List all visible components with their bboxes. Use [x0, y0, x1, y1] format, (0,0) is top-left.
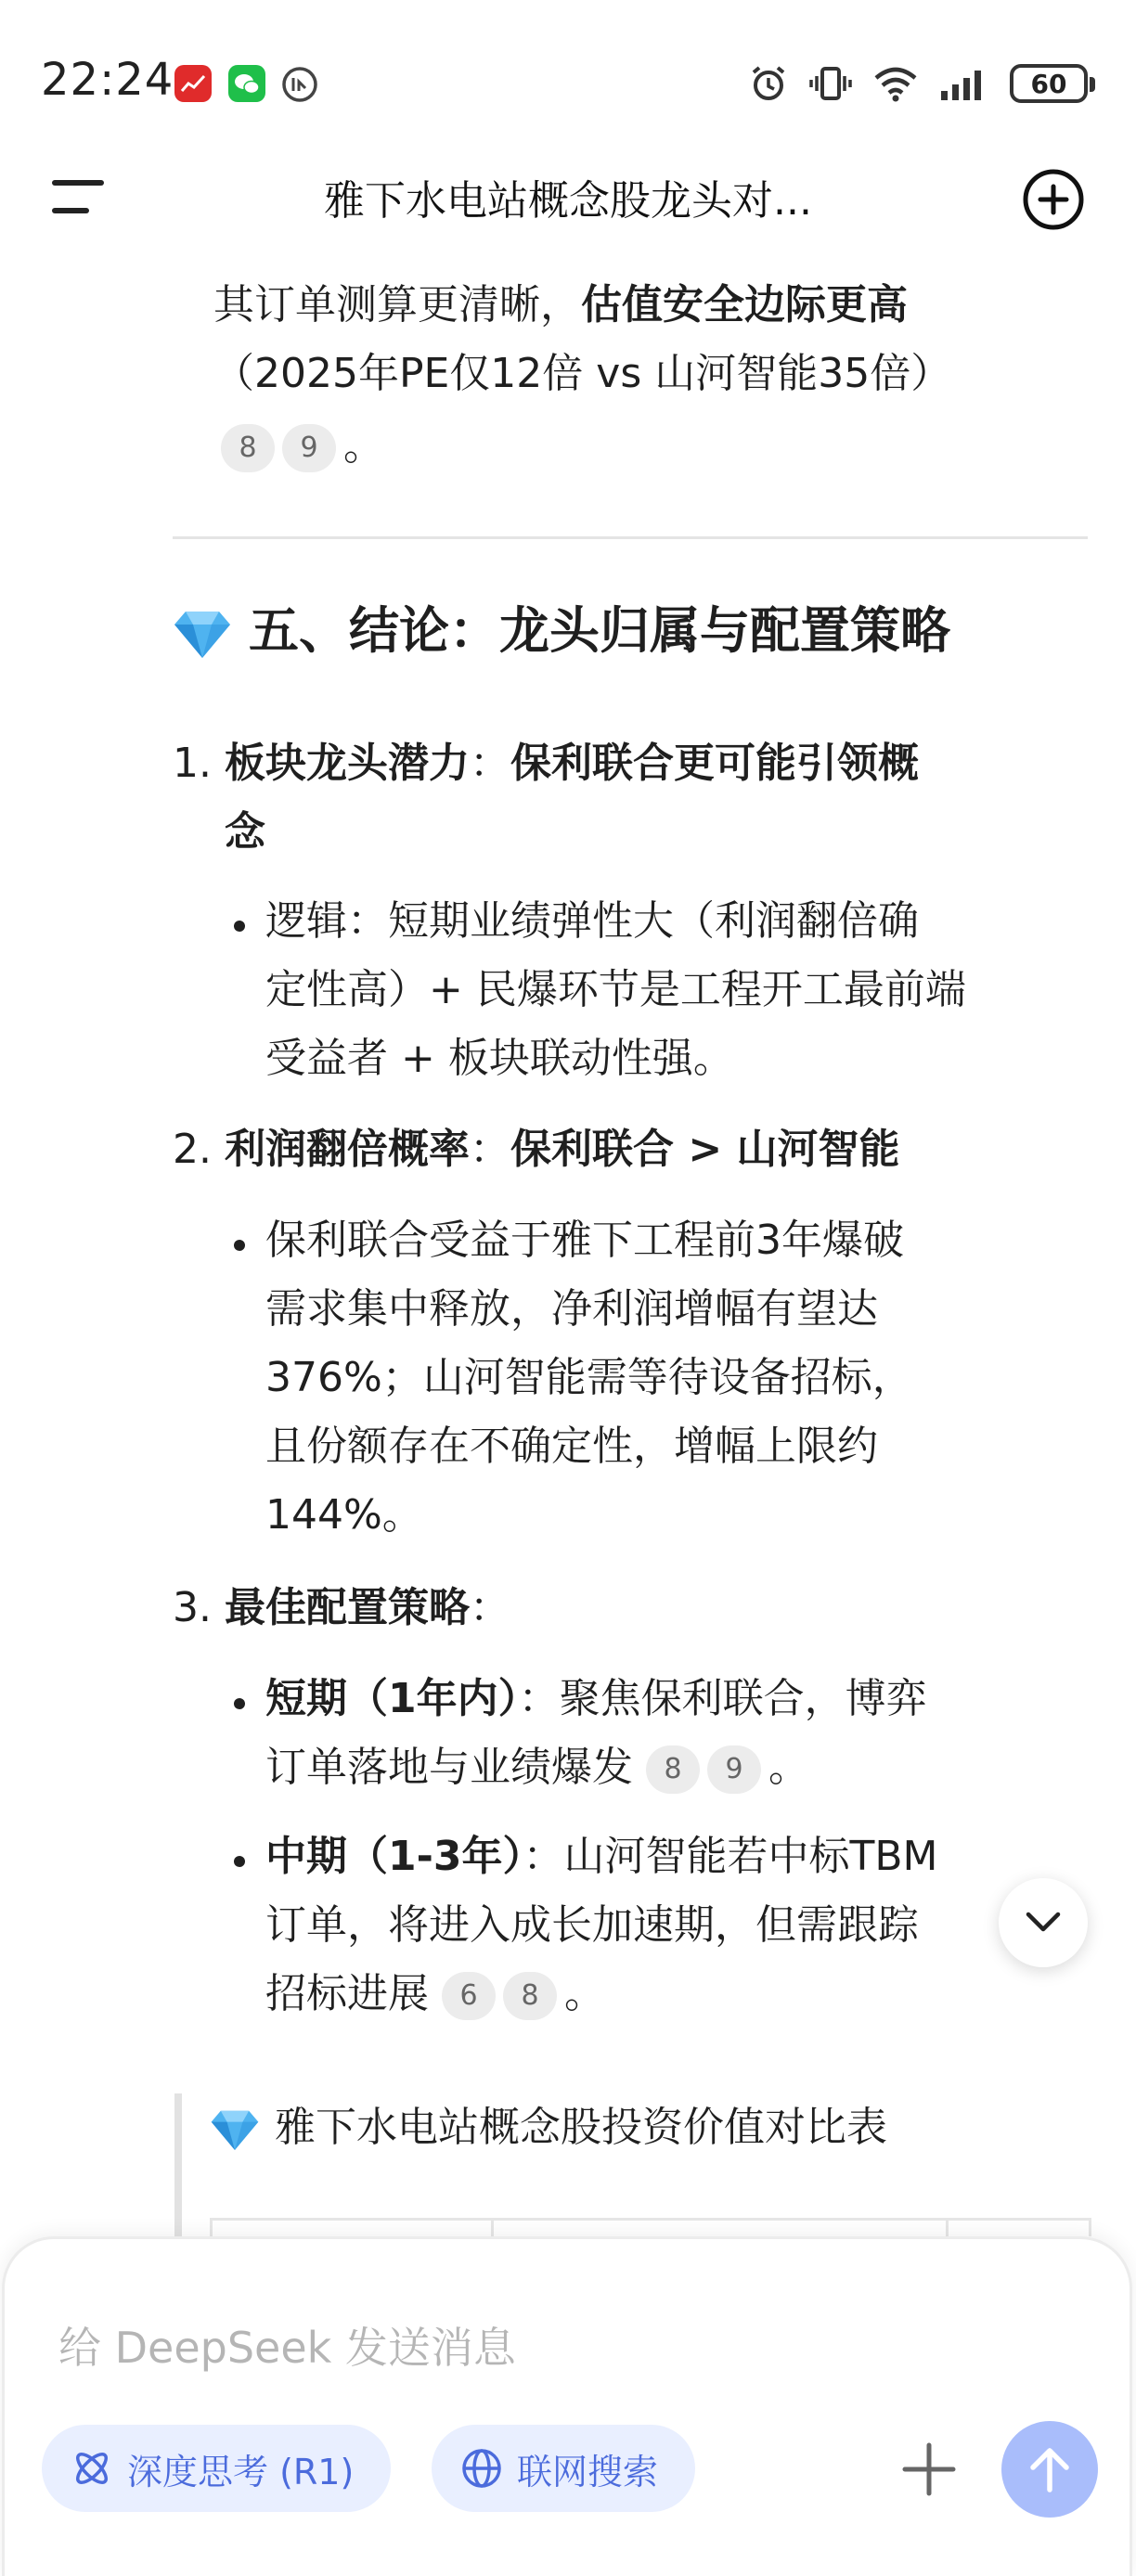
bullet-line: 逻辑：短期业绩弹性大（利润翻倍确: [265, 897, 919, 945]
card-accent-bar: [174, 2093, 182, 2236]
strategy-mid-term-cont: 招标进展 6 8 。: [265, 1960, 605, 2029]
strategy-short-term-cont: 订单落地与业绩爆发 8 9 。: [265, 1733, 809, 1802]
battery-level: 60: [1030, 68, 1067, 99]
strategy-mid-term-cont: 订单，将进入成长加速期，但需跟踪: [265, 1901, 919, 1949]
strategy-mid-term: 中期（1-3年）：山河智能若中标TBM: [265, 1833, 938, 1880]
new-chat-button[interactable]: [1021, 167, 1086, 232]
divider: [173, 536, 1088, 539]
list-item-2: 利润翻倍概率：保利联合 > 山河智能: [225, 1126, 900, 1173]
status-time: 22:24: [41, 54, 174, 106]
wechat-icon: [228, 65, 265, 102]
deep-think-toggle[interactable]: [42, 2425, 391, 2512]
bullet-line: 376%；山河智能需等待设备招标，: [265, 1354, 913, 1401]
arrow-up-icon: [1026, 2443, 1074, 2495]
plus-circle-icon: [1021, 167, 1086, 232]
bullet-line: 保利联合受益于雅下工程前3年爆破: [265, 1217, 904, 1264]
citation-badge[interactable]: 9: [282, 424, 336, 472]
citation-badge[interactable]: 8: [646, 1745, 700, 1794]
bullet-line: 且份额存在不确定性，增幅上限约: [265, 1423, 878, 1470]
status-bar: [0, 0, 1136, 139]
bullet-line: 需求集中释放，净利润增幅有望达: [265, 1285, 878, 1333]
battery-icon: [1010, 64, 1088, 103]
menu-button[interactable]: [52, 178, 111, 223]
bullet-dot: [234, 921, 245, 932]
list-number: 1.: [173, 740, 212, 787]
bullet-dot: [234, 1856, 245, 1867]
status-indicators: [748, 61, 1088, 106]
list-item-1-cont: 念: [225, 808, 265, 856]
attach-button[interactable]: [899, 2440, 959, 2499]
scroll-to-bottom-button[interactable]: [999, 1878, 1088, 1967]
globe-icon: [459, 2446, 504, 2491]
vibrate-icon: [809, 63, 852, 104]
deep-think-label: 深度思考 (R1): [127, 2451, 355, 2492]
send-button[interactable]: [1001, 2421, 1098, 2518]
bullet-line: 受益者 + 板块联动性强。: [265, 1035, 734, 1082]
wifi-icon: [872, 65, 919, 102]
web-search-label: 联网搜索: [517, 2451, 659, 2492]
data-usage-icon: [280, 65, 317, 102]
citation-badge[interactable]: 9: [707, 1745, 761, 1794]
chevron-down-icon: [1025, 1911, 1062, 1935]
atom-icon: [70, 2446, 114, 2491]
list-item-3: 最佳配置策略：: [225, 1584, 510, 1631]
plus-icon: [899, 2440, 959, 2499]
list-number: 2.: [173, 1126, 212, 1173]
signal-icon: [939, 65, 989, 102]
bullet-dot: [234, 1240, 245, 1251]
intro-line-3: 8 9 。: [221, 412, 384, 481]
bullet-dot: [234, 1698, 245, 1709]
bullet-line: 定性高）+ 民爆环节是工程开工最前端: [265, 966, 966, 1013]
message-composer: [2, 2236, 1132, 2576]
message-input[interactable]: [58, 2313, 987, 2382]
list-item-1: 板块龙头潜力：保利联合更可能引领概: [225, 740, 919, 787]
comparison-table: [210, 2218, 1091, 2236]
gem-icon: [210, 2107, 260, 2152]
citation-badge[interactable]: 6: [442, 1972, 496, 2020]
gem-icon: [173, 608, 232, 660]
table-card-title: 雅下水电站概念股投资价值对比表: [210, 2093, 1064, 2162]
web-search-toggle[interactable]: [432, 2425, 695, 2512]
section-heading: 五、结论：龙头归属与配置策略: [173, 594, 950, 668]
citation-badge[interactable]: 8: [221, 424, 275, 472]
bullet-line: 144%。: [265, 1491, 423, 1539]
intro-line-1: 其订单测算更清晰，估值安全边际更高: [213, 281, 908, 328]
strategy-short-term: 短期（1年内）：聚焦保利联合，博弈: [265, 1675, 927, 1722]
citation-badge[interactable]: 8: [503, 1972, 557, 2020]
stock-app-icon: [174, 65, 212, 102]
message-content: [0, 223, 1136, 2236]
intro-line-2: （2025年PE仅12倍 vs 山河智能35倍）: [213, 350, 952, 397]
chat-header: [0, 139, 1136, 260]
list-number: 3.: [173, 1584, 212, 1631]
conversation-title[interactable]: 雅下水电站概念股龙头对...: [324, 177, 812, 225]
alarm-icon: [748, 63, 789, 104]
